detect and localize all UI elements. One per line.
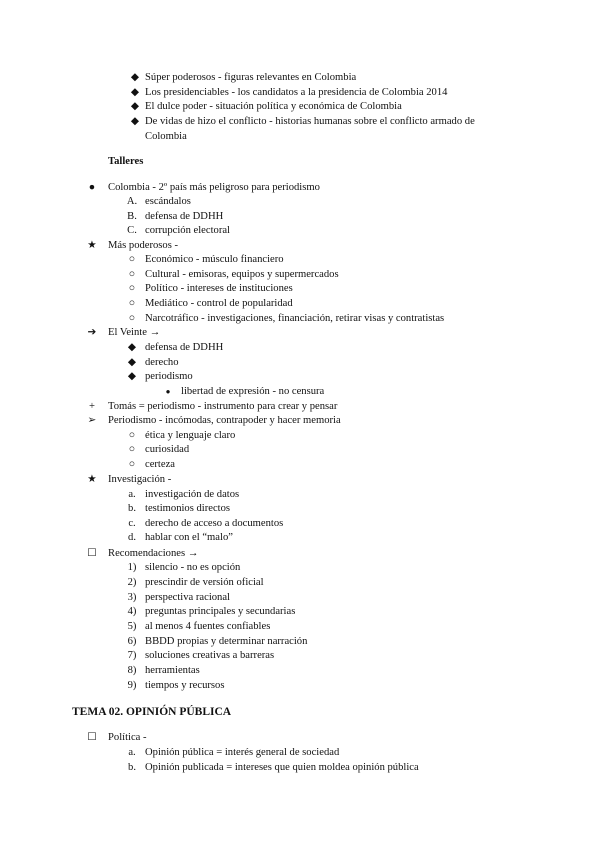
list-item: Tomás = periodismo - instrumento para crear y pensar	[108, 401, 338, 412]
list-item: Mediático - control de popularidad	[145, 298, 293, 309]
list-item: periodismo	[145, 371, 193, 382]
list-marker: 2)	[127, 577, 137, 588]
list-item: Político - intereses de instituciones	[145, 283, 293, 294]
list-item: Opinión pública = interés general de sociedad	[145, 747, 340, 758]
list-item: Recomendaciones →	[108, 548, 199, 559]
circle-bullet-icon: ○	[128, 283, 136, 294]
list-item: testimonios directos	[145, 503, 231, 514]
round-bullet-icon: ●	[165, 387, 171, 396]
list-item: Política -	[108, 732, 147, 743]
list-item: derecho	[145, 357, 179, 368]
list-item: ética y lenguaje claro	[145, 430, 236, 441]
list-item: preguntas principales y secundarias	[145, 606, 296, 617]
list-item: tiempos y recursos	[145, 680, 225, 691]
list-item: De vidas de hizo el conflicto - historias humanas sobre el conflicto armado de	[145, 116, 475, 127]
list-item: defensa de DDHH	[145, 211, 224, 222]
list-item: Los presidenciables - los candidatos a la presidencia de Colombia 2014	[145, 87, 448, 98]
list-item: Narcotráfico - investigaciones, financiación, retirar visas y contratistas	[145, 313, 445, 324]
list-marker: a.	[128, 489, 136, 500]
list-item: hablar con el “malo”	[145, 532, 233, 543]
list-item: soluciones creativas a barreras	[145, 650, 275, 661]
list-item: Súper poderosos - figuras relevantes en Colombia	[145, 72, 357, 83]
list-marker: c.	[128, 518, 136, 529]
list-marker: b.	[128, 762, 136, 773]
diamond-bullet-icon: ◆	[127, 371, 137, 382]
diamond-bullet-icon: ◆	[127, 357, 137, 368]
circle-bullet-icon: ○	[128, 298, 136, 309]
list-item: Colombia - 2º país más peligroso para periodismo	[108, 182, 320, 193]
star-bullet-icon: ★	[87, 474, 97, 485]
list-marker: 4)	[127, 606, 137, 617]
list-item: al menos 4 fuentes confiables	[145, 621, 271, 632]
checkbox-icon: ☐	[87, 548, 97, 559]
circle-bullet-icon: ○	[128, 254, 136, 265]
list-marker: a.	[128, 747, 136, 758]
list-item: escándalos	[145, 196, 191, 207]
list-marker: 9)	[127, 680, 137, 691]
circle-bullet-icon: ○	[128, 430, 136, 441]
circle-bullet-icon: ○	[128, 269, 136, 280]
diamond-bullet-icon: ◆	[127, 342, 137, 353]
list-item: silencio - no es opción	[145, 562, 241, 573]
list-marker: B.	[127, 211, 137, 222]
star-bullet-icon: ★	[87, 240, 97, 251]
list-marker: C.	[127, 225, 137, 236]
list-marker: 3)	[127, 592, 137, 603]
diamond-bullet-icon: ◆	[130, 101, 140, 112]
diamond-bullet-icon: ◆	[130, 116, 140, 127]
list-item: El dulce poder - situación política y económica de Colombia	[145, 101, 402, 112]
list-item: El Veinte →	[108, 327, 161, 338]
list-item: defensa de DDHH	[145, 342, 224, 353]
list-marker: 5)	[127, 621, 137, 632]
diamond-bullet-icon: ◆	[130, 87, 140, 98]
round-bullet-icon: ●	[88, 182, 96, 193]
list-item: investigación de datos	[145, 489, 240, 500]
arrow-bullet-icon: ➔	[87, 327, 97, 338]
list-item: Periodismo - incómodas, contrapoder y hacer memoria	[108, 415, 341, 426]
list-item: libertad de expresión - no censura	[181, 386, 325, 397]
list-marker: 8)	[127, 665, 137, 676]
list-marker: A.	[126, 196, 138, 207]
list-item: corrupción electoral	[145, 225, 230, 236]
checkbox-icon: ☐	[87, 732, 97, 743]
list-marker: 7)	[127, 650, 137, 661]
list-marker: +	[89, 401, 95, 412]
list-marker: b.	[128, 503, 136, 514]
list-item: perspectiva racional	[145, 592, 230, 603]
list-item: Más poderosos -	[108, 240, 179, 251]
list-item: curiosidad	[145, 444, 190, 455]
list-item: herramientas	[145, 665, 200, 676]
circle-bullet-icon: ○	[128, 313, 136, 324]
list-item: prescindir de versión oficial	[145, 577, 264, 588]
diamond-bullet-icon: ◆	[130, 72, 140, 83]
list-marker: d.	[128, 532, 136, 543]
list-item: Opinión publicada = intereses que quien moldea opinión pública	[145, 762, 419, 773]
list-item: derecho de acceso a documentos	[145, 518, 284, 529]
list-item: BBDD propias y determinar narración	[145, 636, 308, 647]
section-title-talleres: Talleres	[108, 156, 144, 167]
list-item: Investigación -	[108, 474, 172, 485]
list-item: Económico - músculo financiero	[145, 254, 284, 265]
circle-bullet-icon: ○	[128, 444, 136, 455]
list-item-continuation: Colombia	[145, 131, 187, 142]
list-item: Cultural - emisoras, equipos y supermercados	[145, 269, 339, 280]
list-item: certeza	[145, 459, 175, 470]
section-heading-tema-02: TEMA 02. OPINIÓN PÚBLICA	[72, 706, 232, 718]
list-marker: 6)	[127, 636, 137, 647]
arrowhead-bullet-icon: ➢	[87, 415, 97, 426]
list-marker: 1)	[127, 562, 137, 573]
circle-bullet-icon: ○	[128, 459, 136, 470]
